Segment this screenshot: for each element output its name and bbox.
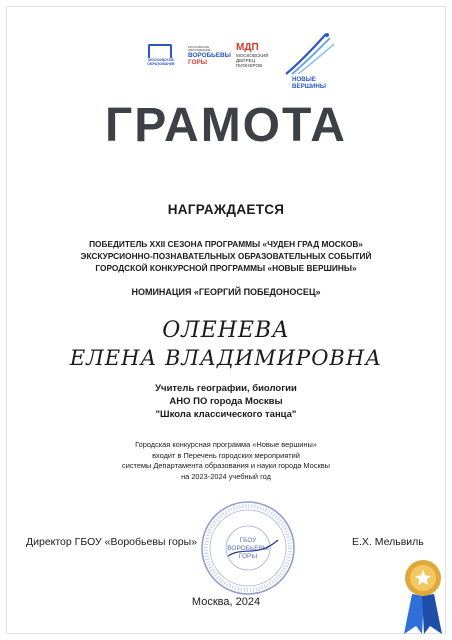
role-line-1: Учитель географии, биологии xyxy=(155,383,297,394)
novye-vershiny-logo xyxy=(280,30,338,94)
logo-strip xyxy=(140,38,340,98)
vorobyovy-gory-line1: ВОРОБЬЕВЫ xyxy=(188,52,231,59)
winner-line-1: ПОБЕДИТЕЛЬ XXII СЕЗОНА ПРОГРАММЫ «ЧУДЕН ГРАД МОСКОВ» xyxy=(89,239,363,249)
note-line-4: на 2023-2024 учебный год xyxy=(181,471,271,481)
awarded-heading: НАГРАЖДАЕТСЯ xyxy=(167,202,285,217)
role-line-2: АНО ПО города Москвы xyxy=(169,396,283,407)
director-label: Директор ГБОУ «Воробьевы горы» xyxy=(26,536,198,548)
stamp-line-3: ГОРЫ xyxy=(238,553,258,560)
winner-text xyxy=(20,238,432,274)
recipient-role xyxy=(0,382,452,421)
certificate-title: ГРАМОТА xyxy=(105,99,347,152)
book-icon xyxy=(148,44,172,58)
novye-vershiny-line2: ВЕРШИНЫ xyxy=(292,83,326,90)
city-year: Москва, 2024 xyxy=(191,596,261,608)
vorobyovy-gory-small-text: МОСКОВСКОЕ ОБРАЗОВАНИЕ xyxy=(188,45,211,52)
mountain-swoosh-icon xyxy=(280,30,338,78)
winner-line-3: ГОРОДСКОЙ КОНКУРСНОЙ ПРОГРАММЫ «НОВЫЕ ВЕРШИНЫ» xyxy=(95,263,357,273)
signer-name: Е.Х. Мельвиль xyxy=(352,536,424,548)
stamp-line-1: ГБОУ xyxy=(239,537,257,544)
program-note xyxy=(60,440,392,482)
mdp-mark: МДП xyxy=(236,42,259,53)
role-line-3: "Школа классического танца" xyxy=(155,409,297,420)
recipient-given-names: ЕЛЕНА ВЛАДИМИРОВНА xyxy=(69,346,383,370)
vorobyovy-gory-line2: ГОРЫ xyxy=(188,59,208,66)
official-stamp xyxy=(198,498,298,598)
nomination: НОМИНАЦИЯ «ГЕОРГИЙ ПОБЕДОНОСЕЦ» xyxy=(131,287,321,297)
vorobyovy-gory-logo xyxy=(188,46,230,74)
moscow-education-text: МОСКОВСКОЕ ОБРАЗОВАНИЕ xyxy=(147,58,175,67)
winner-line-2: ЭКСКУРСИОННО-ПОЗНАВАТЕЛЬНЫХ ОБРАЗОВАТЕЛЬНЫХ СОБЫТИЙ xyxy=(80,251,372,261)
moscow-education-logo xyxy=(140,44,182,74)
note-line-2: входит в Перечень городских мероприятий xyxy=(152,450,300,460)
mdp-logo xyxy=(236,42,276,78)
mdp-text: МОСКОВСКИЙ ДВОРЕЦ ПИОНЕРОВ xyxy=(236,53,269,69)
novye-vershiny-line1: НОВЫЕ xyxy=(292,76,316,83)
note-line-1: Городская конкурсная программа «Новые вершины» xyxy=(135,440,317,449)
novye-vershiny-text xyxy=(292,76,326,90)
note-line-3: системы Департамента образования и науки города Москвы xyxy=(122,461,330,470)
recipient-surname: ОЛЕНЕВА xyxy=(162,318,290,343)
stamp-line-2: ВОРОБЬЕВЫ xyxy=(227,545,269,552)
